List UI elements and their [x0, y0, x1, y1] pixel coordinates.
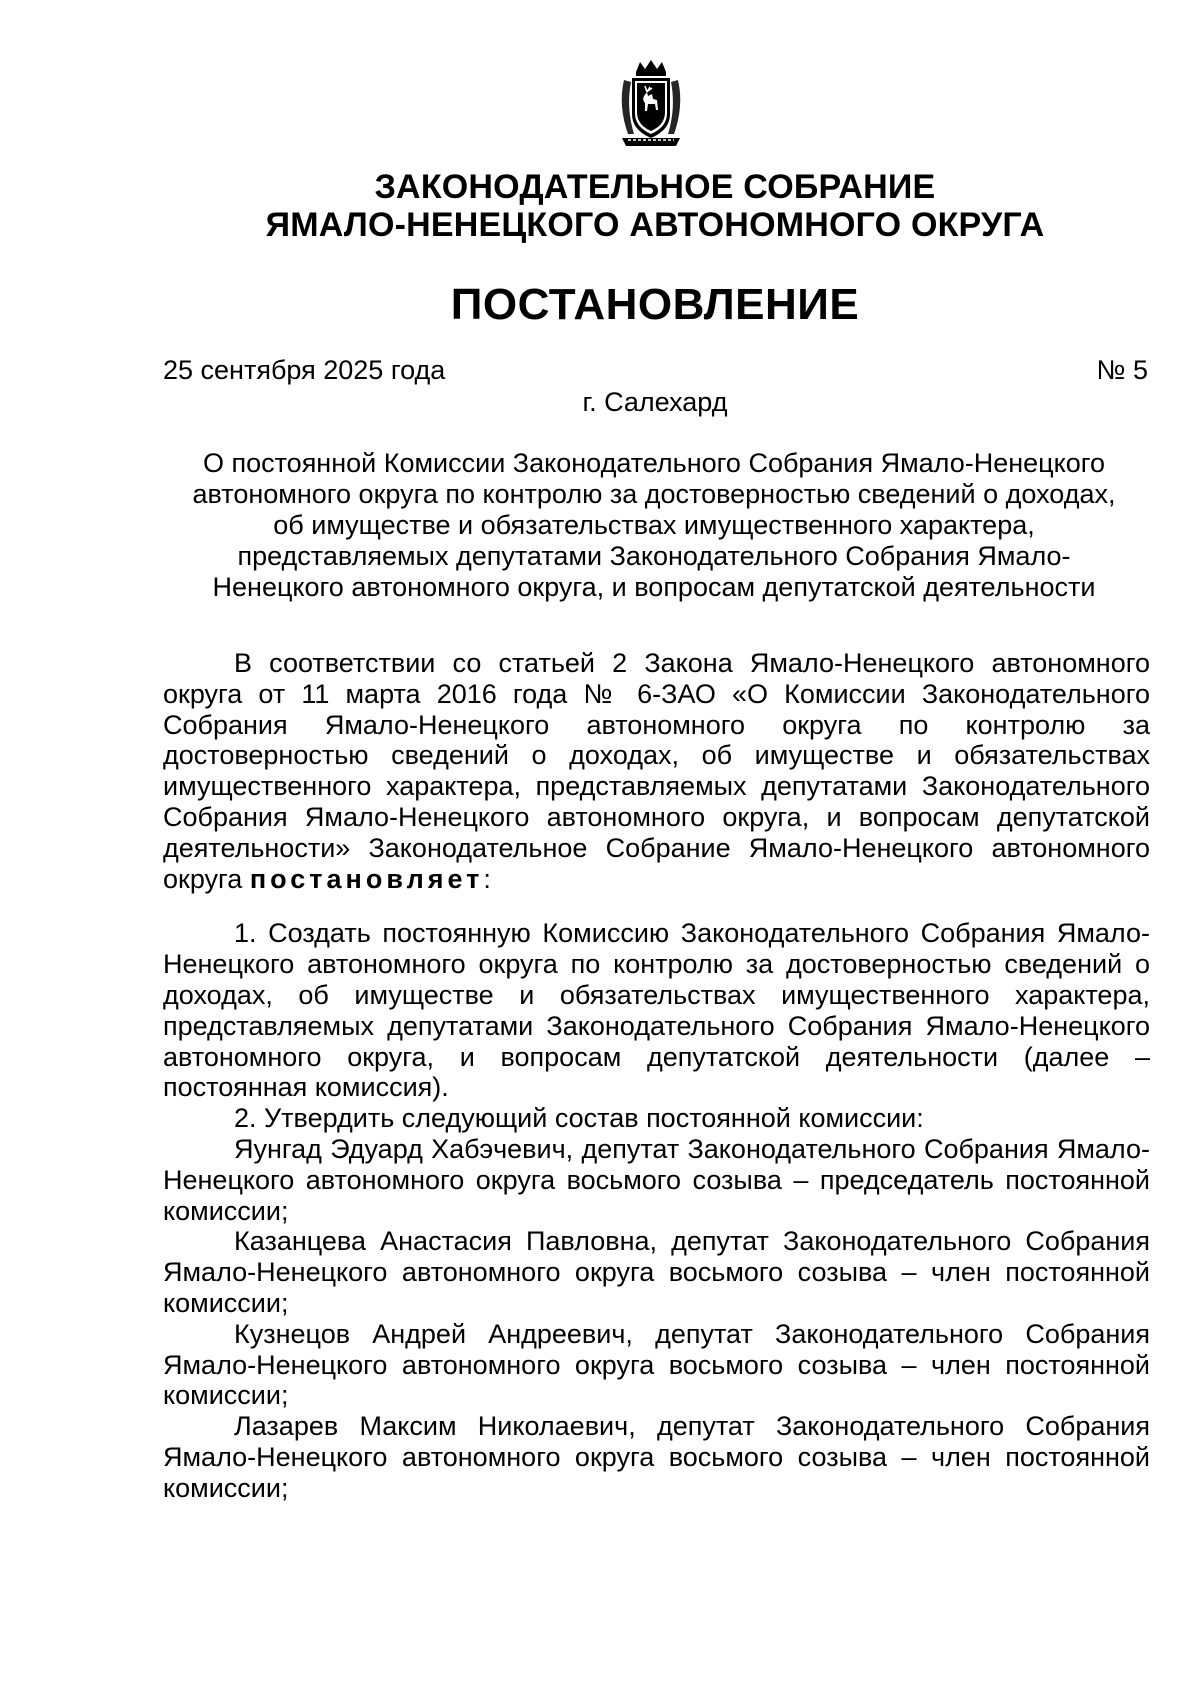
title-line: Ненецкого автономного округа, и вопросам депутатской деятельности [212, 572, 1096, 602]
member-paragraph: Кузнецов Андрей Андреевич, депутат Законодательного Собрания Ямало-Ненецкого автономного округа восьмого созыва – член постоянной комиссии; [163, 1318, 1150, 1411]
document-body [163, 648, 1150, 1504]
member-paragraph: Яунгад Эдуард Хабэчевич, депутат Законодательного Собрания Ямало-Ненецкого автономного округа восьмого созыва – председатель постоянной комиссии; [163, 1133, 1150, 1226]
document-title [160, 448, 1148, 603]
document-number: № 5 [1096, 355, 1148, 385]
preamble-emphasis: постановляет [249, 863, 484, 894]
item-1-paragraph: 1. Создать постоянную Комиссию Законодательного Собрания Ямало-Ненецкого автономного округа по контролю за достоверностью сведений о доходах, об имуществе и обязательствах имущественного характера, представляемых депутатами Законодательного Собрания Ямало-Ненецкого автономного округа, и вопросам депутатской деятельности (далее – постоянная комиссия). [163, 918, 1150, 1103]
document-city: г. Салехард [582, 387, 728, 417]
title-line: автономного округа по контролю за достоверностью сведений о доходах, [192, 479, 1116, 509]
organization-line-1: ЗАКОНОДАТЕЛЬНОЕ СОБРАНИЕ [374, 168, 936, 206]
preamble-end: : [483, 863, 491, 894]
title-line: О постоянной Комиссии Законодательного Собрания Ямало-Ненецкого [202, 448, 1106, 478]
member-paragraph: Лазарев Максим Николаевич, депутат Законодательного Собрания Ямало-Ненецкого автономного округа восьмого созыва – член постоянной комиссии; [163, 1411, 1150, 1503]
preamble-text: В соответствии со статьей 2 Закона Ямало-Ненецкого автономного округа от 11 марта 2016 года № 6-ЗАО «О Комиссии Законодательного Собрания Ямало-Ненецкого автономного округа по контролю за достоверностью сведений о доходах, об имуществе и обязательствах имущественного характера, представляемых депутатами Законодательного Собрания Ямало-Ненецкого автономного округа, и вопросам депутатской деятельности» Законодательное Собрание Ямало-Ненецкого автономного округа [163, 648, 1150, 894]
document-date: 25 сентября 2025 года [163, 355, 446, 385]
organization-line-2: ЯМАЛО-НЕНЕЦКОГО АВТОНОМНОГО ОКРУГА [265, 206, 1045, 244]
coat-of-arms-icon [614, 58, 688, 152]
item-2-paragraph: 2. Утвердить следующий состав постоянной комиссии: [234, 1103, 924, 1134]
preamble-paragraph [163, 648, 1150, 894]
title-line: об имуществе и обязательствах имущественного характера, [273, 510, 1035, 540]
document-type-heading: ПОСТАНОВЛЕНИЕ [450, 280, 860, 329]
title-line: представляемых депутатами Законодательного Собрания Ямало- [237, 541, 1071, 571]
organization-name [0, 168, 1200, 244]
member-paragraph: Казанцева Анастасия Павловна, депутат Законодательного Собрания Ямало-Ненецкого автономного округа восьмого созыва – член постоянной комиссии; [163, 1226, 1150, 1318]
coat-of-arms-graphic [614, 58, 688, 152]
